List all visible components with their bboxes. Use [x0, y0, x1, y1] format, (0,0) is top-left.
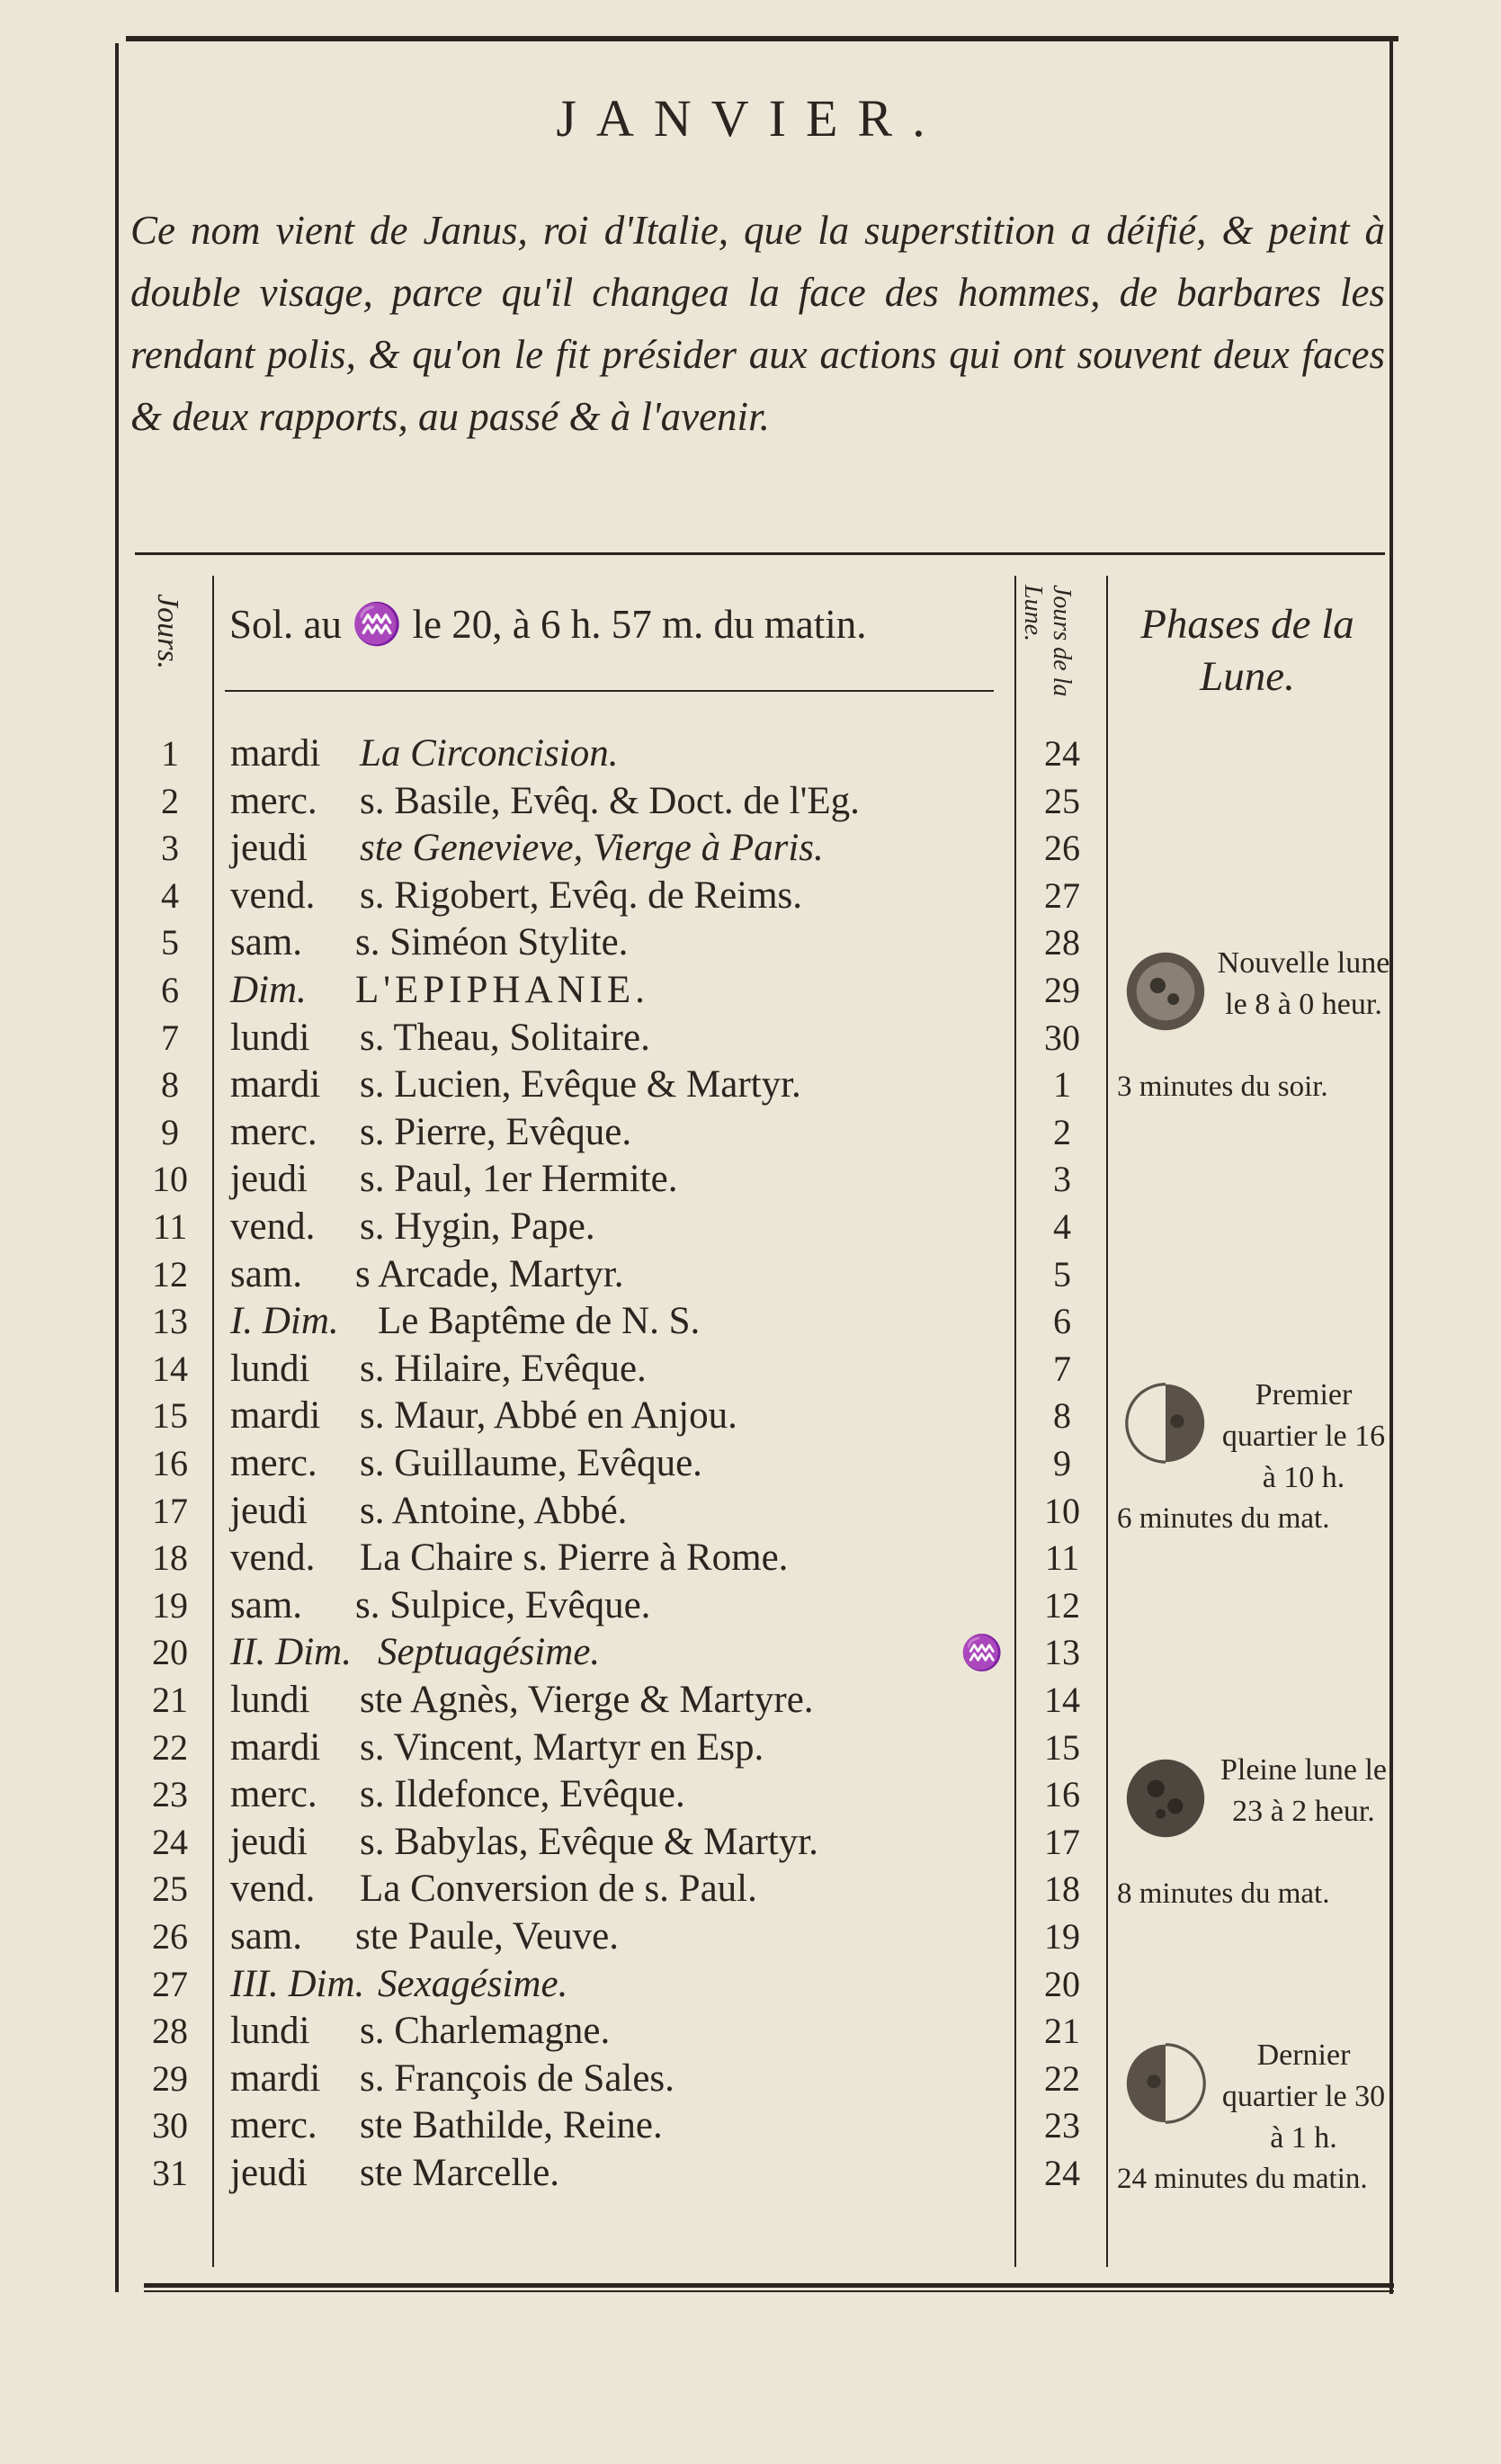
day-number: 7 — [161, 1017, 179, 1058]
feast-name: s. Rigobert, Evêq. de Reims. — [360, 874, 803, 917]
calendar-row — [0, 1156, 1501, 1203]
weekday: vend. — [230, 1205, 316, 1248]
calendar-row — [0, 1961, 1501, 2008]
moon-day: 27 — [1044, 874, 1080, 916]
weekday: sam. — [230, 1583, 303, 1626]
feast-name: s. Babylas, Evêque & Martyr. — [360, 1820, 818, 1863]
month-intro: Ce nom vient de Janus, roi d'Italie, que la superstition a déifié, & peint à double visage, parce qu'il changea la face des hommes, de barbares les rendant polis, & qu'on le fit présider aux actions qui ont souvent deux faces & deux rapports, au passé & à l'avenir. — [130, 208, 1385, 439]
last-quarter-moon-icon — [1117, 2035, 1214, 2132]
calendar-row — [0, 1677, 1501, 1724]
feast-name: s. Maur, Abbé en Anjou. — [360, 1394, 737, 1438]
feast-name: s. Hilaire, Evêque. — [360, 1347, 647, 1390]
phase-full-moon-label: Pleine lune le 23 à 2 heur. — [1220, 1753, 1388, 1828]
days-column-label: Jours. — [151, 594, 184, 670]
day-number: 27 — [152, 1963, 188, 2004]
weekday: merc. — [230, 2104, 317, 2147]
day-number: 23 — [152, 1774, 188, 1815]
day-number: 30 — [152, 2105, 188, 2146]
day-number: 20 — [152, 1632, 188, 1673]
feast-name: s. François de Sales. — [360, 2056, 675, 2100]
weekday: jeudi — [230, 1820, 308, 1863]
feast-name: s. Hygin, Pape. — [360, 1205, 595, 1248]
weekday: II. Dim. — [230, 1631, 352, 1674]
weekday: Dim. — [230, 969, 307, 1011]
feast-name: s. Vincent, Martyr en Esp. — [360, 1725, 764, 1769]
calendar-row — [0, 1298, 1501, 1345]
moon-day: 29 — [1044, 970, 1080, 1010]
weekday: jeudi — [230, 1158, 308, 1201]
moon-day: 12 — [1044, 1584, 1080, 1626]
day-number: 5 — [161, 922, 179, 963]
day-number: 4 — [161, 874, 179, 916]
moon-day: 25 — [1044, 780, 1080, 821]
feast-name: La Chaire s. Pierre à Rome. — [360, 1537, 789, 1580]
feast-name: s. Sulpice, Evêque. — [355, 1583, 651, 1626]
phase-first-quarter-label: Premier quartier le 16 à 10 h. — [1221, 1378, 1386, 1494]
weekday: sam. — [230, 1252, 303, 1295]
feast-name: s. Theau, Solitaire. — [360, 1016, 650, 1059]
weekday: lundi — [230, 1347, 310, 1390]
day-number: 29 — [152, 2057, 188, 2099]
feast-name: s. Guillaume, Evêque. — [360, 1442, 702, 1484]
day-number: 21 — [152, 1680, 188, 1720]
moon-days-column-label: Jours de la Lune. — [1019, 585, 1076, 697]
moon-day: 8 — [1053, 1395, 1071, 1437]
moon-day: 9 — [1053, 1443, 1071, 1483]
weekday: I. Dim. — [230, 1300, 339, 1343]
top-border — [126, 36, 1398, 41]
day-number: 26 — [152, 1916, 188, 1957]
weekday: jeudi — [230, 827, 308, 870]
moon-day: 7 — [1053, 1348, 1071, 1389]
moon-day: 19 — [1044, 1916, 1080, 1957]
moon-day: 5 — [1053, 1253, 1071, 1295]
sun-entry-text: Sol. au ♒ le 20, à 6 h. 57 m. du matin. — [229, 602, 867, 647]
feast-name: s. Basile, Evêq. & Doct. de l'Eg. — [360, 779, 860, 822]
header-divider — [135, 552, 1385, 555]
feast-name: Septuagésime. — [378, 1631, 601, 1674]
calendar-row — [0, 873, 1501, 919]
weekday: jeudi — [230, 2152, 308, 2194]
feast-name: s. Pierre, Evêque. — [360, 1110, 632, 1153]
day-number: 17 — [152, 1490, 188, 1531]
weekday: mardi — [230, 2056, 321, 2100]
phase-last-quarter-label: Dernier quartier le 30 à 1 h. — [1221, 2038, 1386, 2155]
feast-name: s. Siméon Stylite. — [355, 921, 629, 964]
day-number: 14 — [152, 1348, 188, 1389]
weekday: jeudi — [230, 1489, 308, 1532]
weekday: sam. — [230, 1915, 303, 1958]
weekday: vend. — [230, 1868, 316, 1911]
bottom-border — [144, 2283, 1394, 2288]
feast-name: La Circoncision. — [360, 732, 619, 775]
phase-new-moon-label: Nouvelle lune le 8 à 0 heur. — [1217, 946, 1390, 1021]
weekday: vend. — [230, 874, 316, 917]
feast-name: Sexagésime. — [378, 1962, 568, 2005]
feast-name: La Conversion de s. Paul. — [360, 1868, 757, 1911]
weekday: merc. — [230, 1773, 317, 1816]
calendar-row — [0, 1535, 1501, 1581]
phase-last-quarter-detail: 24 minutes du matin. — [1117, 2163, 1368, 2195]
weekday: vend. — [230, 1537, 316, 1580]
moon-day: 10 — [1044, 1490, 1080, 1531]
moon-day: 22 — [1044, 2057, 1080, 2099]
aquarius-symbol: ♒ — [960, 1633, 1004, 1673]
calendar-row — [0, 1251, 1501, 1298]
feast-name: s. Lucien, Evêque & Martyr. — [360, 1063, 801, 1107]
moon-day: 18 — [1044, 1868, 1080, 1910]
day-number: 15 — [152, 1395, 188, 1437]
day-number: 18 — [152, 1537, 188, 1579]
calendar-row — [0, 1204, 1501, 1250]
feast-name: Le Baptême de N. S. — [378, 1300, 701, 1343]
moon-day: 30 — [1044, 1017, 1080, 1058]
moon-day: 2 — [1053, 1111, 1071, 1152]
feast-name: ste Paule, Veuve. — [355, 1915, 619, 1958]
day-number: 8 — [161, 1064, 179, 1106]
feast-name: s Arcade, Martyr. — [355, 1252, 624, 1295]
feast-name: ste Marcelle. — [360, 2152, 560, 2194]
moon-day: 20 — [1044, 1963, 1080, 2004]
weekday: III. Dim. — [230, 1962, 365, 2005]
month-title: JANVIER. — [556, 89, 945, 148]
bottom-border-thin — [144, 2290, 1394, 2292]
day-number: 22 — [152, 1726, 188, 1768]
sun-underline — [225, 690, 994, 692]
weekday: sam. — [230, 921, 303, 964]
day-number: 19 — [152, 1584, 188, 1626]
moon-day: 21 — [1044, 2011, 1080, 2052]
moon-day: 14 — [1044, 1680, 1080, 1720]
weekday: mardi — [230, 1394, 321, 1438]
day-number: 3 — [161, 828, 179, 869]
weekday: mardi — [230, 1725, 321, 1769]
moon-day: 15 — [1044, 1726, 1080, 1768]
feast-name: s. Charlemagne. — [360, 2010, 611, 2053]
day-number: 10 — [152, 1159, 188, 1200]
day-number: 25 — [152, 1868, 188, 1910]
calendar-row — [0, 778, 1501, 825]
day-number: 24 — [152, 1821, 188, 1862]
feast-name: s. Antoine, Abbé. — [360, 1489, 628, 1532]
feast-name: s. Paul, 1er Hermite. — [360, 1158, 678, 1201]
weekday: merc. — [230, 1442, 317, 1484]
day-number: 2 — [161, 780, 179, 821]
moon-day: 1 — [1053, 1064, 1071, 1106]
day-number: 16 — [152, 1443, 188, 1483]
weekday: mardi — [230, 1063, 321, 1107]
phase-first-quarter-detail: 6 minutes du mat. — [1117, 1502, 1330, 1535]
phases-column-label: Phases de la Lune. — [1140, 601, 1354, 700]
day-number: 12 — [152, 1253, 188, 1295]
calendar-row — [0, 1913, 1501, 1960]
weekday: mardi — [230, 732, 321, 775]
day-number: 6 — [161, 970, 179, 1010]
moon-day: 23 — [1044, 2105, 1080, 2146]
phase-new-moon-detail: 3 minutes du soir. — [1117, 1071, 1328, 1103]
calendar-row — [0, 1109, 1501, 1156]
weekday: lundi — [230, 1016, 310, 1059]
calendar-row — [0, 825, 1501, 872]
day-number: 28 — [152, 2011, 188, 2052]
weekday: lundi — [230, 1679, 310, 1721]
calendar-row — [0, 1582, 1501, 1629]
moon-day: 13 — [1044, 1632, 1080, 1673]
feast-name: ste Agnès, Vierge & Martyre. — [360, 1679, 814, 1721]
full-moon-icon — [1117, 1750, 1214, 1847]
weekday: merc. — [230, 779, 317, 822]
day-number: 1 — [161, 733, 179, 774]
moon-day: 24 — [1044, 733, 1080, 774]
day-number: 13 — [152, 1301, 188, 1342]
feast-name: ste Bathilde, Reine. — [360, 2104, 663, 2147]
moon-day: 16 — [1044, 1774, 1080, 1815]
moon-day: 28 — [1044, 922, 1080, 963]
moon-day: 6 — [1053, 1301, 1071, 1342]
day-number: 11 — [152, 1206, 188, 1247]
moon-day: 11 — [1044, 1537, 1080, 1579]
day-number: 31 — [152, 2153, 188, 2193]
feast-name: ste Genevieve, Vierge à Paris. — [360, 827, 824, 870]
day-number: 9 — [161, 1111, 179, 1152]
feast-name: L'EPIPHANIE. — [355, 969, 649, 1011]
moon-day: 3 — [1053, 1159, 1071, 1200]
feast-name: s. Ildefonce, Evêque. — [360, 1773, 685, 1816]
moon-day: 4 — [1053, 1206, 1071, 1247]
calendar-row — [0, 1629, 1501, 1676]
new-moon-icon — [1117, 943, 1214, 1040]
moon-day: 17 — [1044, 1821, 1080, 1862]
weekday: lundi — [230, 2010, 310, 2053]
moon-day: 26 — [1044, 828, 1080, 869]
weekday: merc. — [230, 1110, 317, 1153]
calendar-row — [0, 730, 1501, 777]
phase-full-moon-detail: 8 minutes du mat. — [1117, 1877, 1330, 1910]
first-quarter-moon-icon — [1117, 1375, 1214, 1472]
moon-day: 24 — [1044, 2153, 1080, 2193]
